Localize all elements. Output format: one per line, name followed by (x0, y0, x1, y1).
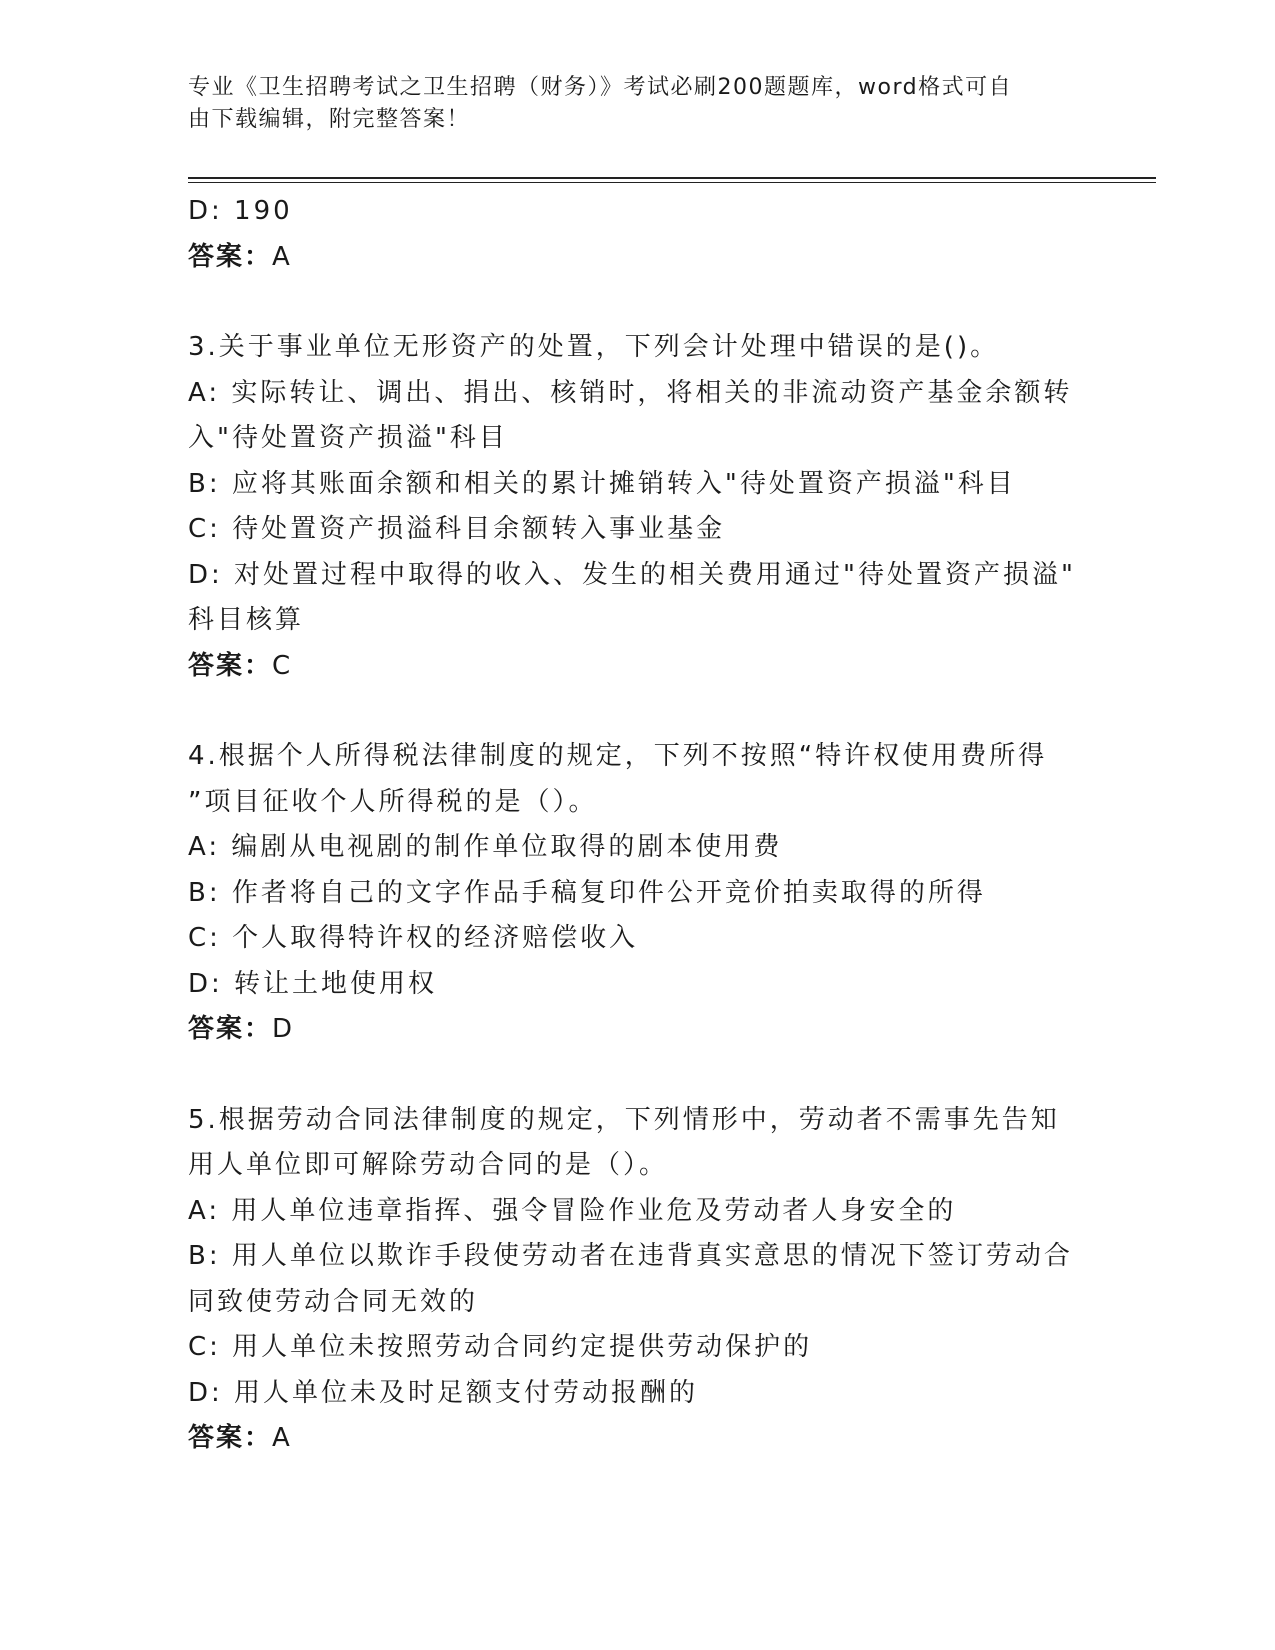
header-divider-thick (188, 177, 1156, 179)
option-a-line-1: A: 实际转让、调出、捐出、核销时，将相关的非流动资产基金余额转 (188, 377, 1073, 408)
option-d: D: 用人单位未及时足额支付劳动报酬的 (188, 1377, 699, 1408)
option-a: A: 用人单位违章指挥、强令冒险作业危及劳动者人身安全的 (188, 1195, 957, 1226)
question-stem: 3.关于事业单位无形资产的处置，下列会计处理中错误的是()。 (188, 332, 1000, 362)
option-a: A: 编剧从电视剧的制作单位取得的剧本使用费 (188, 832, 783, 862)
option-d: D: 190 (188, 196, 293, 226)
answer-value: D (272, 1014, 295, 1044)
answer-line (188, 1416, 1078, 1462)
answer-value: C (272, 650, 293, 681)
option-b-line-2: 同致使劳动合同无效的 (188, 1286, 479, 1317)
option-a-line-2: 入"待处置资产损溢"科目 (188, 423, 508, 453)
option-d: D: 转让土地使用权 (188, 968, 438, 999)
answer-label: 答案： (188, 241, 273, 272)
question-2-tail (188, 189, 1078, 280)
answer-line (188, 644, 1078, 690)
header-line-2: 由下载编辑，附完整答案！ (188, 107, 471, 132)
question-4 (188, 734, 1078, 1053)
answer-value: A (272, 1423, 292, 1453)
option-b-line-1: B: 用人单位以欺诈手段使劳动者在违背真实意思的情况下签订劳动合 (188, 1241, 1073, 1271)
answer-line (188, 235, 1078, 281)
option-b: B: 应将其账面余额和相关的累计摊销转入"待处置资产损溢"科目 (188, 468, 1016, 499)
option-c: C: 待处置资产损溢科目余额转入事业基金 (188, 514, 726, 544)
question-stem-line-2: 用人单位即可解除劳动合同的是（）。 (188, 1150, 669, 1180)
answer-value: A (272, 241, 292, 272)
question-stem-line-1: 4.根据个人所得税法律制度的规定，下列不按照“特许权使用费所得 (188, 741, 1048, 771)
answer-label: 答案： (188, 1423, 273, 1453)
document-header (188, 72, 1068, 136)
question-content (188, 189, 1078, 1462)
option-c: C: 个人取得特许权的经济赔偿收入 (188, 923, 639, 953)
option-c: C: 用人单位未按照劳动合同约定提供劳动保护的 (188, 1332, 813, 1362)
option-d-line-2: 科目核算 (188, 605, 305, 635)
question-stem-line-2: ”项目征收个人所得税的是（）。 (188, 786, 598, 817)
option-d-line-1: D: 对处置过程中取得的收入、发生的相关费用通过"待处置资产损溢" (188, 559, 1076, 590)
answer-label: 答案： (188, 650, 273, 681)
header-line-1: 专业《卫生招聘考试之卫生招聘（财务）》考试必刷200题题库，word格式可自 (188, 75, 1013, 100)
option-b: B: 作者将自己的文字作品手稿复印件公开竞价拍卖取得的所得 (188, 877, 986, 908)
question-3 (188, 325, 1078, 689)
header-divider-thin (188, 182, 1156, 183)
answer-line (188, 1007, 1078, 1053)
question-5 (188, 1098, 1078, 1462)
question-stem-line-1: 5.根据劳动合同法律制度的规定，下列情形中，劳动者不需事先告知 (188, 1104, 1060, 1135)
answer-label: 答案： (188, 1014, 273, 1044)
